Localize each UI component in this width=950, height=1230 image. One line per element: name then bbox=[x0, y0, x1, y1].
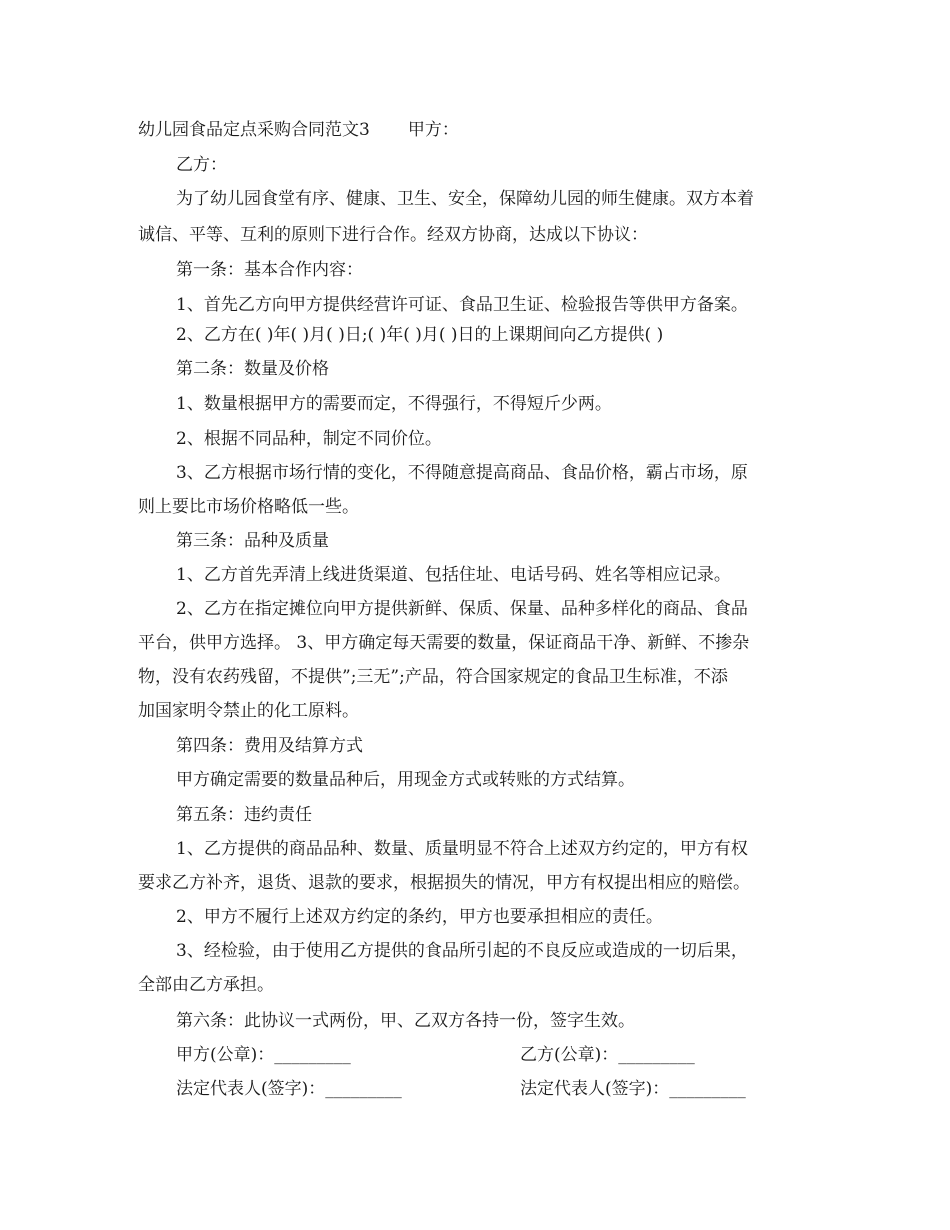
party-b-label: 乙方： bbox=[176, 155, 227, 175]
article-5-item-3-line-1: 3、经检验，由于使用乙方提供的食品所引起的不良反应或造成的一切后果， bbox=[176, 941, 748, 961]
party-a-representative-line: 法定代表人(签字)：_________ bbox=[176, 1079, 402, 1099]
article-5-item-1-line-2: 要求乙方补齐，退货、退款的要求，根据损失的情况，甲方有权提出相应的赔偿。 bbox=[138, 873, 750, 893]
article-2-item-3-line-1: 3、乙方根据市场行情的变化，不得随意提高商品、食品价格，霸占市场，原 bbox=[176, 463, 748, 483]
party-a-seal-line: 甲方(公章)：_________ bbox=[176, 1045, 351, 1065]
article-5-item-3-line-2: 全部由乙方承担。 bbox=[138, 975, 274, 995]
party-a-label: 甲方： bbox=[407, 120, 459, 140]
article-3-item-2-line-3: 物，没有农药残留，不提供”;三无”;产品，符合国家规定的食品卫生标准，不添 bbox=[138, 667, 728, 687]
article-2-title: 第二条：数量及价格 bbox=[176, 359, 329, 379]
article-6: 第六条：此协议一式两份，甲、乙双方各持一份，签字生效。 bbox=[176, 1011, 635, 1031]
article-1-item-1: 1、首先乙方向甲方提供经营许可证、食品卫生证、检验报告等供甲方备案。 bbox=[176, 295, 748, 315]
article-3-item-2-line-1: 2、乙方在指定摊位向甲方提供新鲜、保质、保量、品种多样化的商品、食品 bbox=[176, 599, 748, 619]
article-1-title: 第一条：基本合作内容： bbox=[176, 260, 363, 280]
article-5-item-2: 2、甲方不履行上述双方约定的条约，甲方也要承担相应的责任。 bbox=[176, 907, 663, 927]
article-2-item-1: 1、数量根据甲方的需要而定，不得强行，不得短斤少两。 bbox=[176, 394, 612, 414]
party-b-seal-line: 乙方(公章)：_________ bbox=[520, 1045, 695, 1065]
article-1-item-2: 2、乙方在( )年( )月( )日;( )年( )月( )日的上课期间向乙方提供( ) bbox=[176, 325, 664, 345]
article-3-item-2-line-2: 平台，供甲方选择。 3、甲方确定每天需要的数量，保证商品干净、新鲜、不掺杂 bbox=[138, 633, 750, 653]
article-3-title: 第三条：品种及质量 bbox=[176, 531, 329, 551]
intro-line-1: 为了幼儿园食堂有序、健康、卫生、安全，保障幼儿园的师生健康。双方本着 bbox=[176, 189, 754, 209]
intro-line-2: 诚信、平等、互利的原则下进行合作。经双方协商，达成以下协议： bbox=[138, 225, 648, 245]
document-title: 幼儿园食品定点采购合同范文3 bbox=[138, 120, 370, 140]
article-5-item-1-line-1: 1、乙方提供的商品品种、数量、质量明显不符合上述双方约定的，甲方有权 bbox=[176, 839, 748, 859]
article-4-item-1: 甲方确定需要的数量品种后，用现金方式或转账的方式结算。 bbox=[176, 770, 635, 790]
article-5-title: 第五条：违约责任 bbox=[176, 805, 312, 825]
title-line bbox=[138, 119, 818, 141]
party-b-representative-line: 法定代表人(签字)：_________ bbox=[520, 1079, 746, 1099]
article-3-item-2-line-4: 加国家明令禁止的化工原料。 bbox=[138, 701, 359, 721]
article-2-item-3-line-2: 则上要比市场价格略低一些。 bbox=[138, 497, 359, 517]
article-2-item-2: 2、根据不同品种，制定不同价位。 bbox=[176, 429, 442, 449]
article-3-item-1: 1、乙方首先弄清上线进货渠道、包括住址、电话号码、姓名等相应记录。 bbox=[176, 565, 731, 585]
article-4-title: 第四条：费用及结算方式 bbox=[176, 736, 363, 756]
